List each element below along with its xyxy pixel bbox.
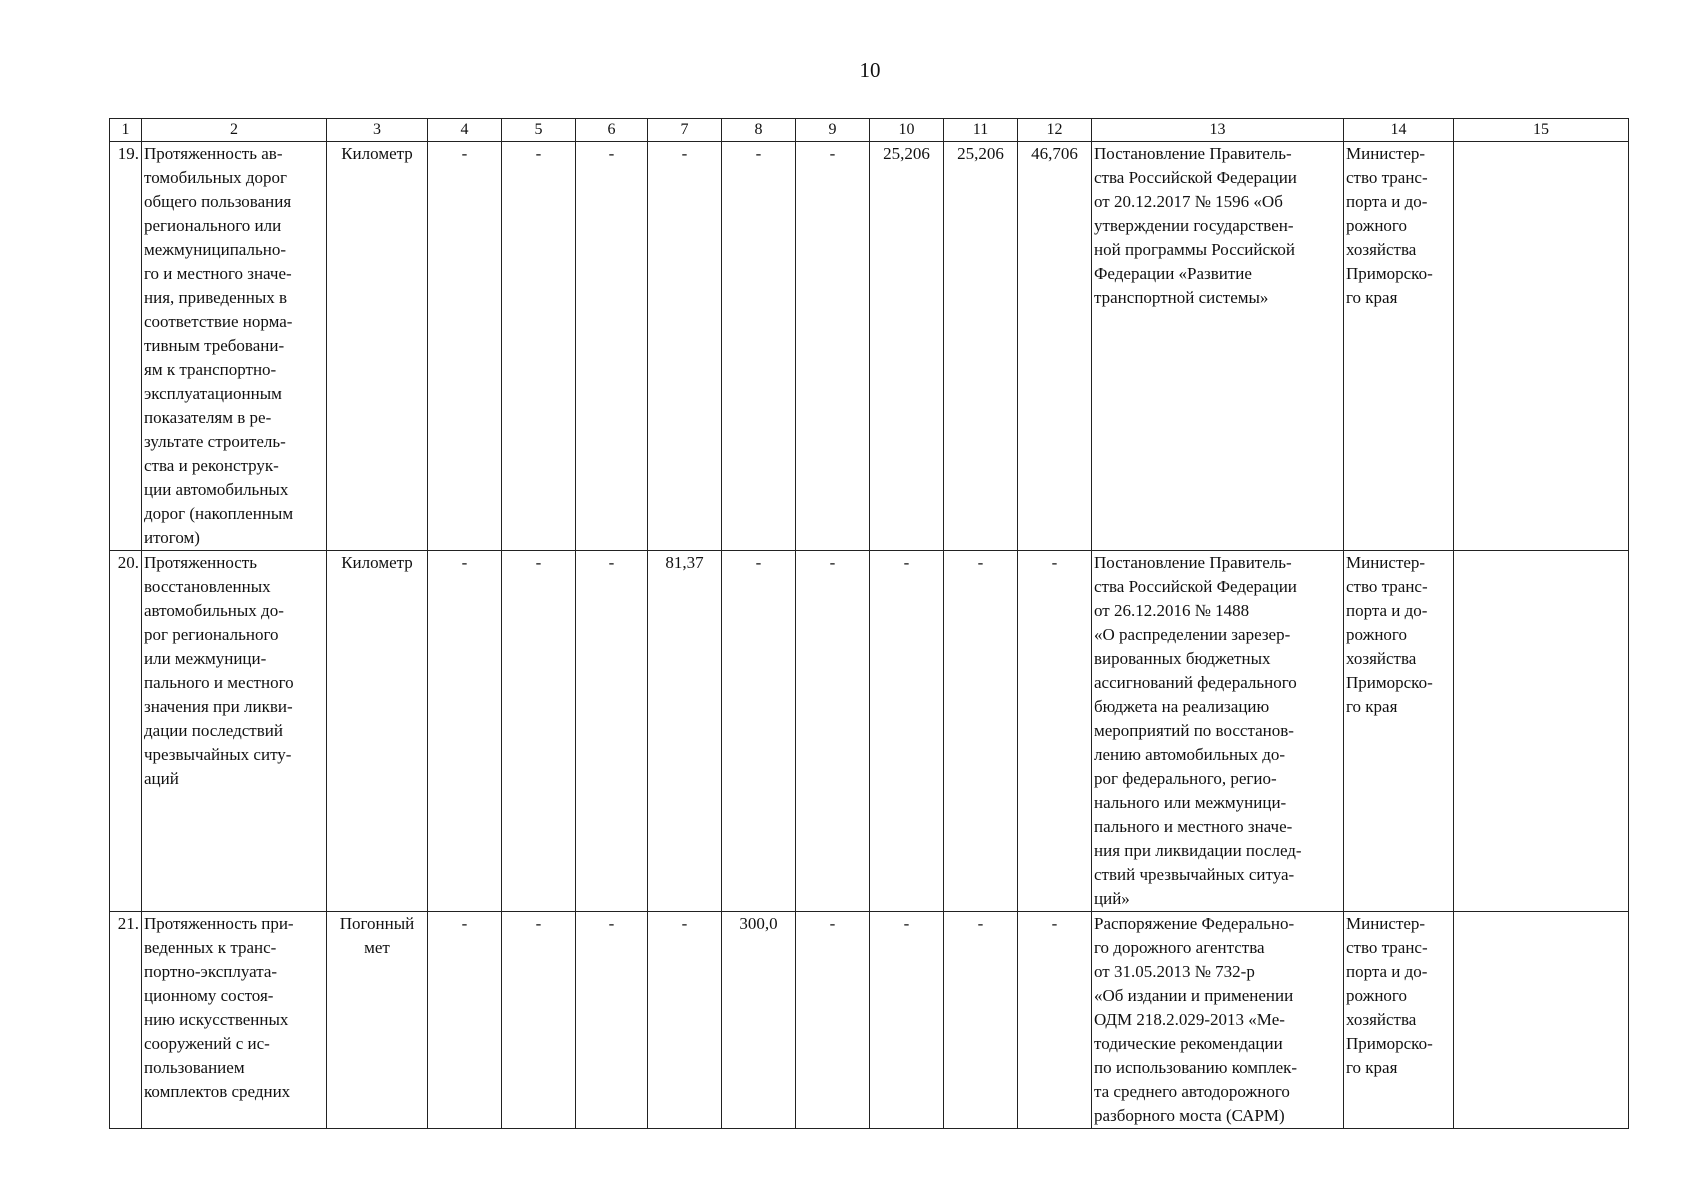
- value-cell: -: [870, 551, 944, 912]
- column-number: 10: [870, 119, 944, 142]
- responsible-body: Министер- ство транс- порта и до- рожного хозяйства Приморско- го края: [1344, 551, 1454, 912]
- value-cell: -: [1018, 551, 1092, 912]
- value-cell: -: [1018, 912, 1092, 1129]
- column-number: 2: [142, 119, 327, 142]
- column-number: 13: [1092, 119, 1344, 142]
- indicator-name: Протяженность при- веденных к транс- портно-эксплуата- ционному состоя- нию искусственных сооружений с ис- пользованием комплектов средних: [142, 912, 327, 1129]
- value-cell: 25,206: [944, 142, 1018, 551]
- column-number: 8: [722, 119, 796, 142]
- value-cell: -: [796, 142, 870, 551]
- indicators-table: [109, 118, 1629, 1129]
- value-cell: -: [722, 551, 796, 912]
- value-cell: -: [502, 142, 576, 551]
- value-cell: -: [502, 912, 576, 1129]
- value-cell: -: [576, 912, 648, 1129]
- value-cell: 46,706: [1018, 142, 1092, 551]
- value-cell: -: [796, 912, 870, 1129]
- unit-of-measure: Погонный мет: [327, 912, 428, 1129]
- value-cell: -: [870, 912, 944, 1129]
- column-number: 14: [1344, 119, 1454, 142]
- indicator-name: Протяженность восстановленных автомобильных до- рог регионального или межмуници- пального и местного значения при ликви- дации последствий чрезвычайных ситу- аций: [142, 551, 327, 912]
- value-cell: -: [428, 551, 502, 912]
- column-number: 3: [327, 119, 428, 142]
- column-number: 15: [1454, 119, 1629, 142]
- column-number: 4: [428, 119, 502, 142]
- value-cell: -: [576, 142, 648, 551]
- unit-of-measure: Километр: [327, 551, 428, 912]
- value-cell: -: [502, 551, 576, 912]
- table-row: [110, 551, 1629, 912]
- row-number: 20.: [110, 551, 142, 912]
- column-number: 1: [110, 119, 142, 142]
- column-number: 9: [796, 119, 870, 142]
- empty-cell: [1454, 142, 1629, 551]
- value-cell: 300,0: [722, 912, 796, 1129]
- value-cell: -: [428, 142, 502, 551]
- unit-of-measure: Километр: [327, 142, 428, 551]
- value-cell: -: [648, 912, 722, 1129]
- table-row: [110, 142, 1629, 551]
- page-number: 10: [859, 58, 881, 82]
- legal-basis: Распоряжение Федерально- го дорожного агентства от 31.05.2013 № 732-р «Об издании и применении ОДМ 218.2.029-2013 «Ме- тодические рекомендации по использованию комплек- та среднего автодорожного разборного моста (САРМ): [1092, 912, 1344, 1129]
- empty-cell: [1454, 551, 1629, 912]
- row-number: 21.: [110, 912, 142, 1129]
- column-number: 5: [502, 119, 576, 142]
- value-cell: -: [576, 551, 648, 912]
- indicator-name: Протяженность ав- томобильных дорог общего пользования регионального или межмуниципально- го и местного значе- ния, приведенных в соответствие норма- тивным требовани- ям к транспортно- эксплуатационным показателям в ре- зультате строитель- ства и реконструк- ции автомобильных дорог (накопленным итогом): [142, 142, 327, 551]
- value-cell: -: [944, 551, 1018, 912]
- column-number: 11: [944, 119, 1018, 142]
- row-number: 19.: [110, 142, 142, 551]
- legal-basis: Постановление Правитель- ства Российской Федерации от 26.12.2016 № 1488 «О распределении зарезер- вированных бюджетных ассигнований федерального бюджета на реализацию мероприятий по восстанов- лению автомобильных до- рог федерального, регио- нального или межмуници- пального и местного значе- ния при ликвидации послед- ствий чрезвычайных ситуа- ций»: [1092, 551, 1344, 912]
- column-number: 12: [1018, 119, 1092, 142]
- empty-cell: [1454, 912, 1629, 1129]
- responsible-body: Министер- ство транс- порта и до- рожного хозяйства Приморско- го края: [1344, 142, 1454, 551]
- table-row: [110, 912, 1629, 1129]
- value-cell: -: [428, 912, 502, 1129]
- value-cell: -: [648, 142, 722, 551]
- value-cell: -: [944, 912, 1018, 1129]
- responsible-body: Министер- ство транс- порта и до- рожного хозяйства Приморско- го края: [1344, 912, 1454, 1129]
- legal-basis: Постановление Правитель- ства Российской Федерации от 20.12.2017 № 1596 «Об утверждении государствен- ной программы Российской Федерации «Развитие транспортной системы»: [1092, 142, 1344, 551]
- value-cell: 25,206: [870, 142, 944, 551]
- column-number: 7: [648, 119, 722, 142]
- value-cell: -: [796, 551, 870, 912]
- column-numbers-row: [110, 119, 1629, 142]
- value-cell: 81,37: [648, 551, 722, 912]
- value-cell: -: [722, 142, 796, 551]
- column-number: 6: [576, 119, 648, 142]
